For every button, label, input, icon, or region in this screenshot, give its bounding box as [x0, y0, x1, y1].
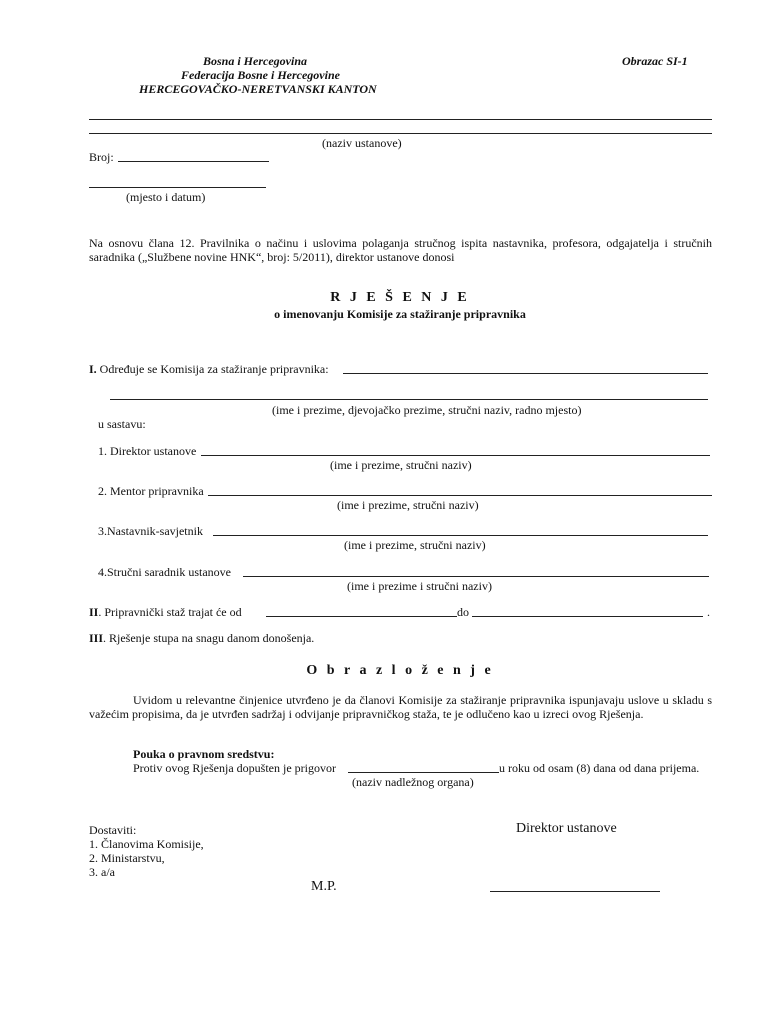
reasoning-title: O b r a z l o ž e n j e	[306, 663, 494, 678]
form-code: Obrazac SI-1	[622, 54, 688, 68]
internship-end-field[interactable]	[472, 616, 703, 617]
broj-label: Broj:	[89, 150, 114, 164]
header-canton: HERCEGOVAČKO-NERETVANSKI KANTON	[139, 82, 377, 96]
member-2-field[interactable]	[208, 495, 712, 496]
place-date-caption: (mjesto i datum)	[126, 190, 206, 204]
legal-remedy-text-a: Protiv ovog Rješenja dopušten je prigovor	[133, 761, 336, 775]
signature-title: Direktor ustanove	[516, 821, 617, 836]
member-4-caption: (ime i prezime i stručni naziv)	[347, 579, 492, 593]
member-2-caption: (ime i prezime, stručni naziv)	[337, 498, 479, 512]
document-title: R J E Š E N J E	[330, 290, 470, 305]
section-1-label: Određuje se Komisija za stažiranje pripravnika:	[99, 362, 329, 376]
member-1-caption: (ime i prezime, stručni naziv)	[330, 458, 472, 472]
institution-line-2[interactable]	[89, 133, 712, 134]
member-4-field[interactable]	[243, 576, 709, 577]
delivery-item-3: 3. a/a	[89, 865, 115, 879]
delivery-item-2: 2. Ministarstvu,	[89, 851, 165, 865]
section-3-roman: III	[89, 631, 104, 645]
member-1-label: 1. Direktor ustanove	[98, 444, 197, 458]
stamp-label: M.P.	[311, 879, 337, 894]
member-2-label: 2. Mentor pripravnika	[98, 484, 204, 498]
broj-field[interactable]	[118, 161, 269, 162]
member-3-field[interactable]	[213, 535, 708, 536]
institution-caption: (naziv ustanove)	[322, 136, 402, 150]
reasoning-paragraph: Uvidom u relevantne činjenice utvrđeno je da članovi Komisije za stažiranje pripravnika ispunjavaju uslove u skladu s važećim propisima, da je utvrđen sadržaj i odvijanje pripravničkog staža, te je odlučeno kao u izreci ovog Rješenja.	[89, 693, 712, 721]
intro-paragraph: Na osnovu člana 12. Pravilnika o načinu i uslovima polaganja stručnog ispita nastavnika, profesora, odgajatelja i stručnih saradnika („Službene novine HNK“, broj: 5/2011), direktor ustanove donosi	[89, 236, 712, 264]
section-2-label: . Pripravnički staž trajat će od	[98, 605, 242, 619]
place-date-field[interactable]	[89, 187, 266, 188]
signature-field[interactable]	[490, 891, 660, 892]
commission-field[interactable]	[343, 373, 708, 374]
header-country: Bosna i Hercegovina	[203, 54, 307, 68]
section-1-roman: I.	[89, 362, 97, 376]
section-3-text	[89, 631, 314, 645]
member-3-caption: (ime i prezime, stručni naziv)	[344, 538, 486, 552]
institution-line-1[interactable]	[89, 119, 712, 120]
commission-caption: (ime i prezime, djevojačko prezime, stručni naziv, radno mjesto)	[272, 403, 582, 417]
authority-field[interactable]	[348, 772, 499, 773]
delivery-heading: Dostaviti:	[89, 823, 137, 837]
legal-remedy-heading: Pouka o pravnom sredstvu:	[133, 747, 275, 761]
header-federation: Federacija Bosne i Hercegovine	[181, 68, 340, 82]
legal-remedy-text-b: u roku od osam (8) dana od dana prijema.	[499, 761, 700, 775]
composition-label: u sastavu:	[98, 417, 146, 431]
section-2-start	[89, 605, 242, 619]
authority-caption: (naziv nadležnog organa)	[352, 775, 474, 789]
member-4-label: 4.Stručni saradnik ustanove	[98, 565, 231, 579]
section-2-roman: II	[89, 605, 99, 619]
delivery-item-1: 1. Članovima Komisije,	[89, 837, 204, 851]
section-1-text	[89, 362, 329, 376]
member-1-field[interactable]	[201, 455, 710, 456]
commission-field-2[interactable]	[110, 399, 708, 400]
member-3-label: 3.Nastavnik-savjetnik	[98, 524, 203, 538]
document-subtitle: o imenovanju Komisije za stažiranje pripravnika	[274, 307, 526, 321]
section-3-label: . Rješenje stupa na snagu danom donošenja.	[103, 631, 315, 645]
section-2-end: .	[707, 605, 710, 619]
section-2-to: do	[457, 605, 469, 619]
internship-start-field[interactable]	[266, 616, 457, 617]
